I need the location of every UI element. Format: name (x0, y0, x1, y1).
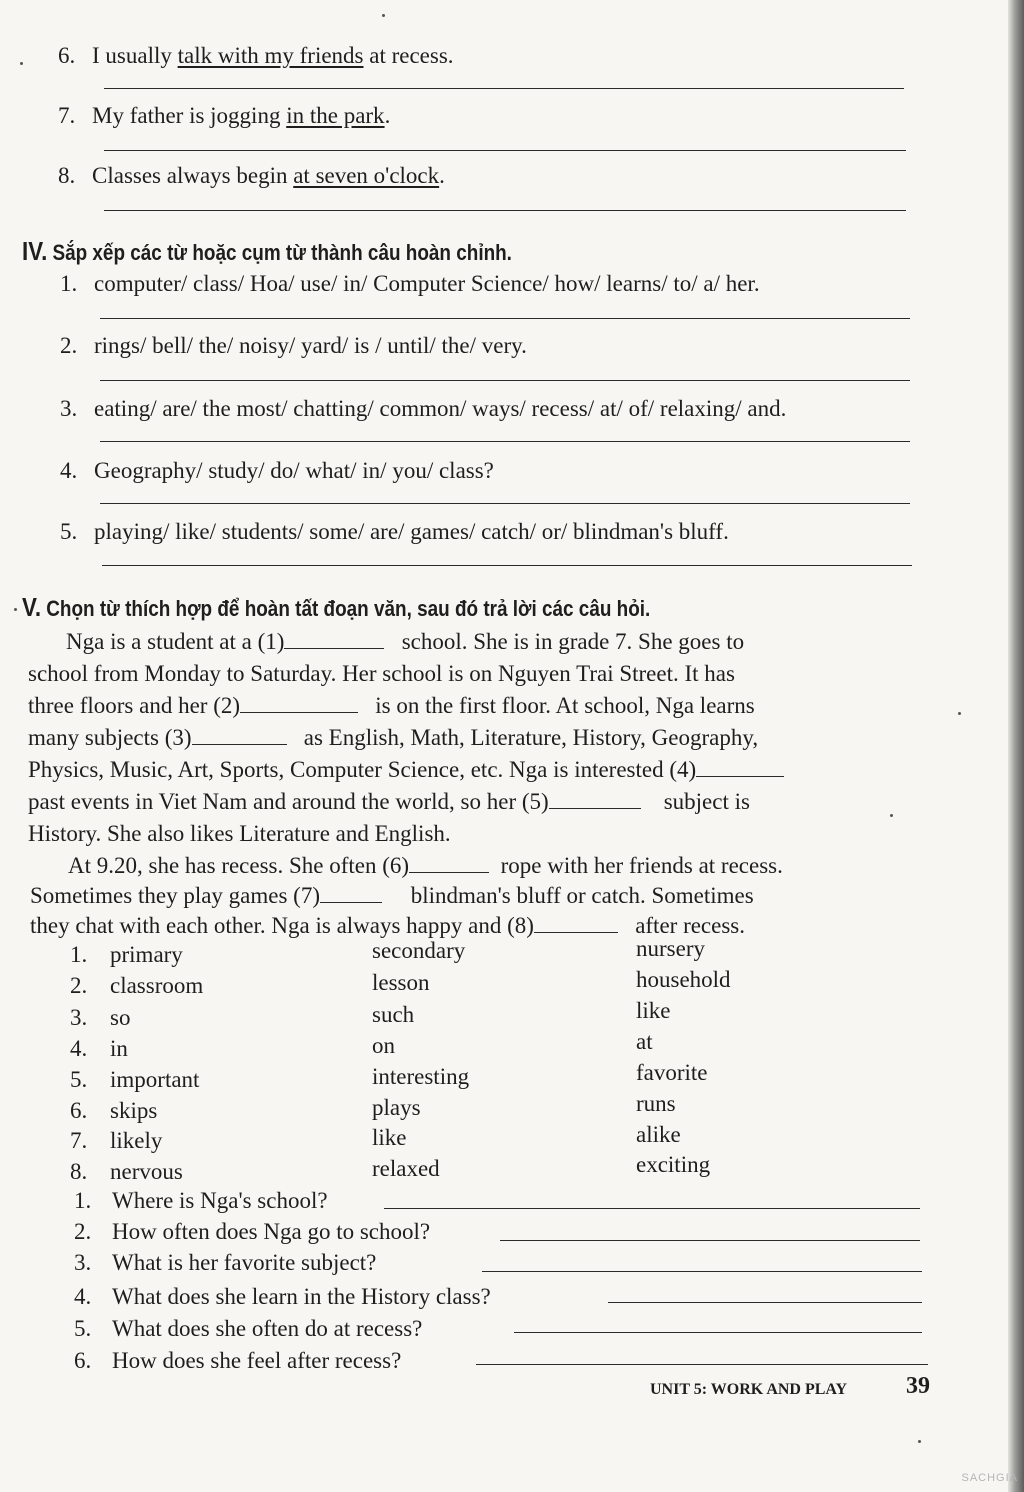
option-number: 5. (70, 1067, 88, 1092)
answer-line[interactable] (500, 1240, 920, 1241)
exercise-item: 3. eating/ are/ the most/ chatting/ common/ ways/ recess/ at/ of/ relaxing/ and. (60, 396, 787, 421)
page-number: 39 (906, 1373, 930, 1399)
option-number: 8. (70, 1159, 88, 1184)
option-c[interactable]: like (636, 998, 671, 1023)
exercise-item: 7. My father is jogging in the park. (58, 103, 391, 128)
answer-line[interactable] (104, 210, 906, 211)
exercise-item: 1. computer/ class/ Hoa/ use/ in/ Computer Science/ how/ learns/ to/ a/ her. (60, 271, 760, 296)
answer-line[interactable] (384, 1208, 920, 1209)
answer-line[interactable] (102, 565, 912, 566)
fill-blank[interactable] (284, 630, 384, 649)
option-c[interactable]: runs (636, 1091, 676, 1116)
option-a[interactable]: classroom (110, 973, 204, 998)
fill-blank[interactable] (240, 694, 358, 713)
option-c[interactable]: exciting (636, 1152, 711, 1177)
option-a[interactable]: so (110, 1005, 131, 1030)
option-number: 7. (70, 1128, 88, 1153)
fill-blank[interactable] (192, 726, 287, 745)
option-b[interactable]: lesson (372, 970, 430, 995)
fill-blank[interactable] (320, 884, 382, 903)
exercise-item: 8. Classes always begin at seven o'clock. (58, 163, 445, 188)
watermark-logo: SACHGIA (961, 1472, 1018, 1484)
unit-footer: UNIT 5: WORK AND PLAY (650, 1381, 848, 1398)
answer-line[interactable] (476, 1364, 928, 1365)
passage-line: Nga is a student at a (1) school. She is in grade 7. She goes to (66, 629, 745, 654)
question: 5. What does she often do at recess? (74, 1316, 423, 1341)
option-b[interactable]: relaxed (372, 1156, 440, 1181)
passage-line: Physics, Music, Art, Sports, Computer Science, etc. Nga is interested (4) (28, 756, 784, 784)
answer-line[interactable] (100, 318, 910, 319)
scan-speck (890, 814, 893, 817)
passage-line: History. She also likes Literature and English. (28, 821, 451, 846)
answer-line[interactable] (100, 503, 910, 504)
option-c[interactable]: household (636, 967, 731, 992)
scan-speck (20, 62, 23, 65)
option-c[interactable]: at (636, 1029, 653, 1054)
option-b[interactable]: like (372, 1125, 407, 1150)
option-c[interactable]: alike (636, 1122, 681, 1147)
answer-line[interactable] (100, 441, 910, 442)
section-heading: V. Chọn từ thích hợp để hoàn tất đoạn văn, sau đó trả lời các câu hỏi. (22, 592, 651, 622)
answer-line[interactable] (608, 1302, 922, 1303)
scan-speck (382, 14, 385, 17)
question: 1. Where is Nga's school? (74, 1188, 328, 1213)
passage-line: school from Monday to Saturday. Her school is on Nguyen Trai Street. It has (28, 661, 735, 686)
option-number: 2. (70, 973, 88, 998)
exercise-item: 4. Geography/ study/ do/ what/ in/ you/ class? (60, 458, 494, 483)
question: 2. How often does Nga go to school? (74, 1219, 431, 1244)
option-number: 6. (70, 1098, 88, 1123)
option-a[interactable]: skips (110, 1098, 158, 1123)
option-b[interactable]: on (372, 1033, 395, 1058)
passage-line: Sometimes they play games (7) blindman's bluff or catch. Sometimes (30, 883, 754, 908)
option-a[interactable]: nervous (110, 1159, 183, 1184)
answer-line[interactable] (514, 1332, 922, 1333)
passage-line: past events in Viet Nam and around the world, so her (5) subject is (28, 789, 750, 814)
exercise-item: 6. I usually talk with my friends at recess. (58, 43, 454, 68)
option-number: 1. (70, 942, 88, 967)
underlined-phrase: in the park (286, 103, 385, 128)
answer-line[interactable] (482, 1271, 922, 1272)
scan-speck (14, 608, 17, 611)
option-a[interactable]: important (110, 1067, 200, 1092)
exercise-item: 2. rings/ bell/ the/ noisy/ yard/ is / until/ the/ very. (60, 333, 527, 358)
fill-blank[interactable] (549, 790, 641, 809)
underlined-phrase: at seven o'clock (293, 163, 440, 188)
option-c[interactable]: favorite (636, 1060, 708, 1085)
option-a[interactable]: primary (110, 942, 183, 967)
passage-line: three floors and her (2) is on the first floor. At school, Nga learns (28, 693, 755, 718)
option-c[interactable]: nursery (636, 936, 705, 961)
exercise-item: 5. playing/ like/ students/ some/ are/ games/ catch/ or/ blindman's bluff. (60, 519, 729, 544)
page-edge-shadow (1008, 0, 1024, 1492)
answer-line[interactable] (104, 150, 906, 151)
option-b[interactable]: secondary (372, 938, 466, 963)
option-b[interactable]: such (372, 1002, 415, 1027)
passage-line: At 9.20, she has recess. She often (6) rope with her friends at recess. (68, 853, 783, 878)
option-a[interactable]: in (110, 1036, 128, 1061)
option-b[interactable]: interesting (372, 1064, 470, 1089)
fill-blank[interactable] (696, 758, 784, 777)
option-b[interactable]: plays (372, 1095, 421, 1120)
option-a[interactable]: likely (110, 1128, 163, 1153)
answer-line[interactable] (100, 380, 910, 381)
fill-blank[interactable] (409, 854, 489, 873)
option-number: 4. (70, 1036, 88, 1061)
scan-speck (958, 712, 961, 715)
underlined-phrase: talk with my friends (177, 43, 364, 68)
answer-line[interactable] (104, 88, 904, 89)
question: 3. What is her favorite subject? (74, 1250, 377, 1275)
passage-line: many subjects (3) as English, Math, Literature, History, Geography, (28, 725, 759, 750)
question: 4. What does she learn in the History class? (74, 1284, 491, 1309)
section-heading: IV. Sắp xếp các từ hoặc cụm từ thành câu hoàn chỉnh. (22, 236, 512, 266)
scan-speck (918, 1440, 921, 1443)
fill-blank[interactable] (534, 914, 618, 933)
option-number: 3. (70, 1005, 88, 1030)
question: 6. How does she feel after recess? (74, 1348, 402, 1373)
passage-line: they chat with each other. Nga is always happy and (8) after recess. (30, 913, 745, 938)
